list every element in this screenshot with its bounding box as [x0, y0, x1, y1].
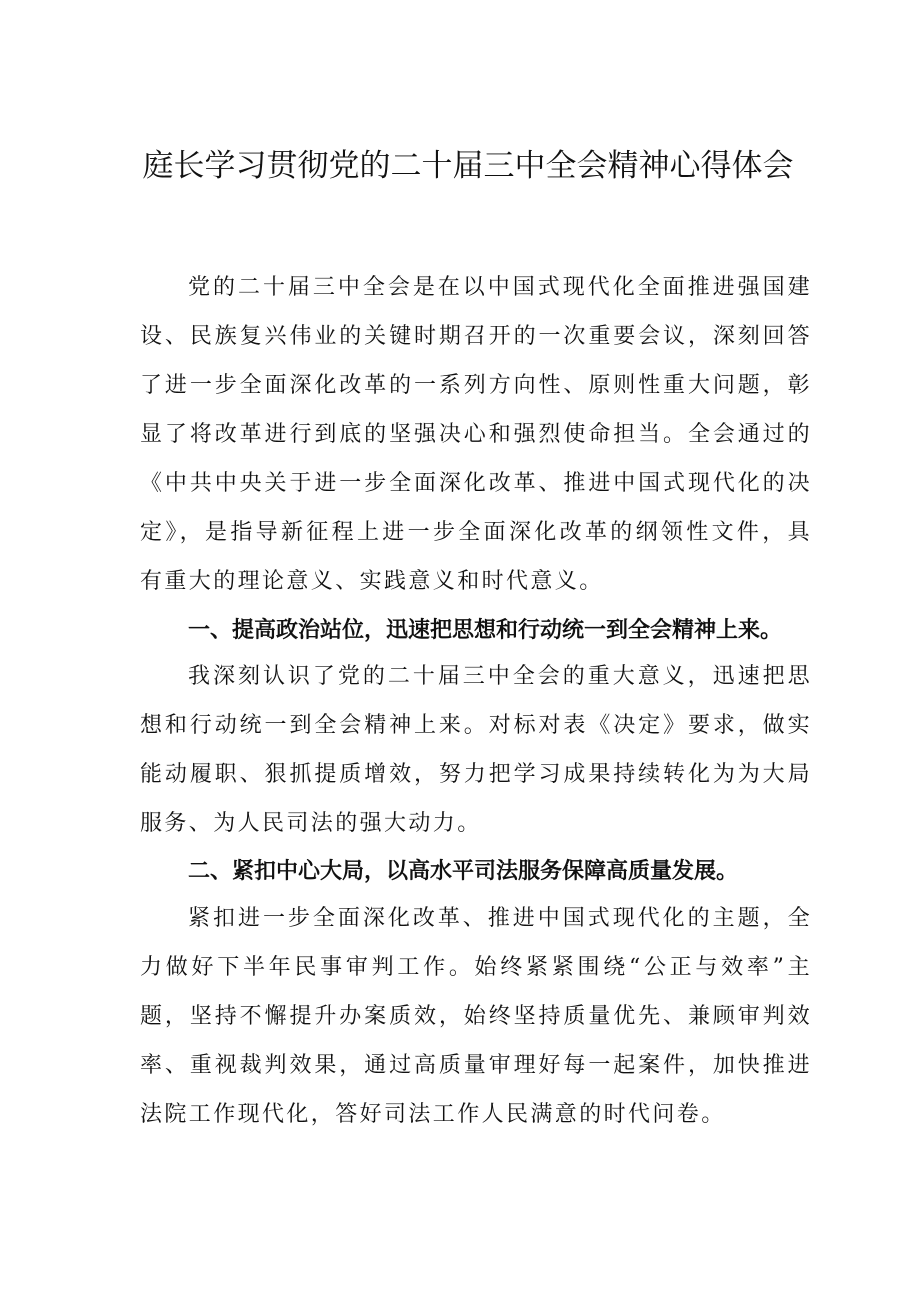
- document-title: 庭长学习贯彻党的二十届三中全会精神心得体会: [142, 148, 794, 184]
- section-heading-1: 一、提高政治站位，迅速把思想和行动统一到全会精神上来。: [188, 618, 783, 643]
- section-1-paragraph: 我深刻认识了党的二十届三中全会的重大意义，迅速把思想和行动统一到全会精神上来。对标对表《决定》要求，做实能动履职、狠抓提质增效，努力把学习成果持续转化为为大局服务、为人民司法的强大动力。: [140, 664, 812, 836]
- section-heading-2: 二、紧扣中心大局，以高水平司法服务保障高质量发展。: [188, 859, 739, 884]
- section-2-paragraph: 紧扣进一步全面深化改革、推进中国式现代化的主题，全力做好下半年民事审判工作。始终紧紧围绕“公正与效率”主题，坚持不懈提升办案质效，始终坚持质量优先、兼顾审判效率、重视裁判效果，通过高质量审理好每一起案件，加快推进法院工作现代化，答好司法工作人民满意的时代问卷。: [140, 906, 812, 1127]
- intro-paragraph: 党的二十届三中全会是在以中国式现代化全面推进强国建设、民族复兴伟业的关键时期召开的一次重要会议，深刻回答了进一步全面深化改革的一系列方向性、原则性重大问题，彰显了将改革进行到底的坚强决心和强烈使命担当。全会通过的《中共中央关于进一步全面深化改革、推进中国式现代化的决定》，是指导新征程上进一步全面深化改革的纲领性文件，具有重大的理论意义、实践意义和时代意义。: [140, 275, 812, 594]
